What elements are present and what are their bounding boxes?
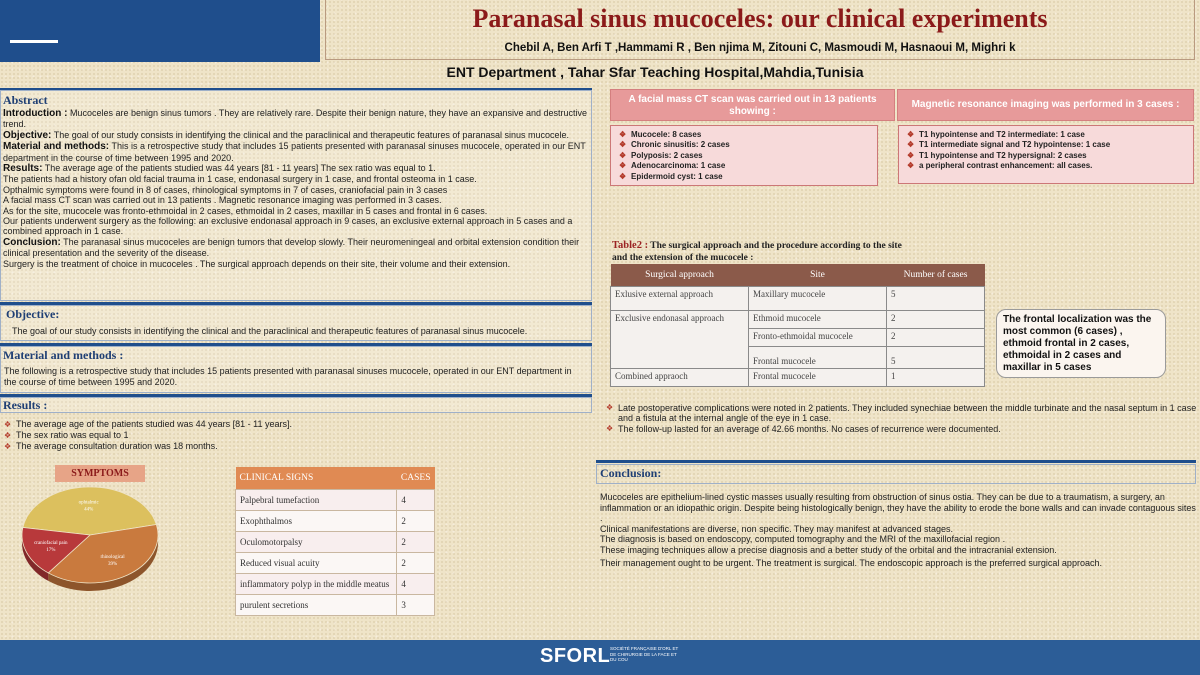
conclusion-body: [600, 492, 1196, 569]
conclusion-label: Conclusion:: [3, 236, 61, 248]
table2-caption-line1: The surgical approach and the procedure according to the site: [648, 241, 902, 251]
table-row: [236, 573, 435, 594]
table-row: [611, 346, 985, 368]
clinical-signs-table: [235, 467, 435, 616]
mri-heading: Magnetic resonance imaging was performed in 3 cases :: [897, 89, 1194, 121]
methods-text: The following is a retrospective study that includes 15 patients presented with paranasal sinuses mucocele, operated in our ENT department in the course of time between 1995 and 2020.: [4, 366, 572, 387]
table-row: [611, 286, 985, 310]
results-heading: Results :: [3, 398, 48, 412]
cases-cell: 2: [887, 328, 985, 346]
intro-text: Mucoceles are benign sinus tumors . They are relatively rare. Despite their benign nature, they have an expansive and destructive trend.: [3, 108, 588, 130]
ct-scan-heading: A facial mass CT scan was carried out in 13 patients showing :: [610, 89, 895, 121]
results-text-6: Our patients underwent surgery as the following: an exclusive endonasal approach in 9 cases, an exclusive external approach in 5 cases and a combined approach in 1 case.: [3, 216, 573, 237]
mri-box: [898, 125, 1194, 184]
sign-label: inflammatory polyp in the middle meatus: [236, 573, 397, 594]
sign-cases: 3: [397, 594, 435, 615]
table-row: [236, 510, 435, 531]
site-cell: Maxillary mucocele: [749, 286, 887, 310]
ct-scan-box: [610, 125, 878, 186]
list-item: ❖ The follow-up lasted for an average of 42.66 months. No cases of recurrence were documented.: [606, 423, 1001, 434]
objective-text: The goal of our study consists in identifying the clinical and the paraclinical and therapeutic features of paranasal sinus mucocele.: [12, 326, 528, 336]
list-item: ❖ T1 hypointense and T2 hypersignal: 2 cases: [907, 150, 1087, 160]
table-row: [611, 328, 985, 346]
frontal-localization-callout: The frontal localization was the most common (6 cases) , ethmoid frontal in 2 cases, ethmoidal in 2 cases and maxillar in 5 cases: [996, 309, 1166, 378]
approach-cell: Exclusive endonasal approach: [611, 310, 749, 328]
bullet-icon: ❖: [907, 140, 915, 150]
methods-heading: Material and methods :: [3, 348, 124, 362]
table-row: [236, 531, 435, 552]
bullet-icon: ❖: [619, 150, 627, 160]
table2-caption-label: Table2 :: [612, 240, 649, 251]
symptoms-pie-chart: [15, 483, 165, 598]
results-item: ❖ The average age of the patients studied was 44 years [81 - 11 years].: [4, 419, 292, 429]
table-row: [611, 368, 985, 386]
conclusion-p5: Their management ought to be urgent. The treatment is surgical. The endoscopic approach is the preferred surgical approach.: [600, 558, 1102, 568]
table-row: [236, 552, 435, 573]
list-item: ❖ a peripheral contrast enhancement: all cases.: [907, 161, 1093, 171]
sign-label: Palpebral tumefaction: [236, 489, 397, 510]
conclusion-p2: Clinical manifestations are diverse, non specific. They may manifest at advanced stages.: [600, 523, 954, 534]
table2-header: [611, 264, 985, 286]
results-item: ❖ The average consultation duration was 18 months.: [4, 441, 218, 451]
sign-label: Exophthalmos: [236, 510, 397, 531]
mri-list: [907, 130, 1185, 172]
sign-cases: 4: [397, 573, 435, 594]
conclusion-heading: Conclusion:: [600, 466, 662, 480]
list-item: ❖ Polyposis: 2 cases: [619, 150, 703, 160]
list-item: ❖ Chronic sinusitis: 2 cases: [619, 140, 730, 150]
list-item: ❖ Adenocarcinoma: 1 case: [619, 161, 726, 171]
results-box: [0, 397, 592, 413]
sign-cases: 2: [397, 552, 435, 573]
cases-cell: 5: [887, 286, 985, 310]
bullet-icon: ❖: [606, 403, 614, 412]
results-item: ❖ The sex ratio was equal to 1: [4, 430, 129, 440]
logo-bar: [10, 40, 58, 43]
objective-heading: Objective:: [6, 307, 60, 321]
sign-cases: 4: [397, 489, 435, 510]
bullet-icon: ❖: [907, 161, 915, 171]
results-label: Results:: [3, 163, 43, 175]
bullet-icon: ❖: [619, 161, 627, 171]
list-item: ❖ Late postoperative complications were noted in 2 patients. They included synechiae between the middle turbinate and the nasal septum in 1 case and a fistula at the internal angle of the eye in 1 case.: [606, 403, 1197, 424]
cases-cell: 1: [887, 368, 985, 386]
conclusion-rule: [596, 460, 1196, 463]
authors: Chebil A, Ben Arfi T ,Hammami R , Ben njima M, Zitouni C, Masmoudi M, Hasnaoui M, Mighri k: [504, 42, 1016, 54]
ct-scan-list: [619, 130, 869, 182]
site-cell: Ethmoid mucocele: [749, 310, 887, 328]
header-logo-block: [0, 0, 320, 62]
pie-label-pct: 44%: [84, 507, 94, 513]
results-text-3: Opthalmic symptoms were found in 8 of cases, rhinological symptoms in 7 of cases, craniofacial pain in 3 cases: [3, 184, 448, 195]
bullet-icon: ❖: [907, 150, 915, 160]
cases-cell: 2: [887, 310, 985, 328]
table2-caption-line2: and the extension of the mucocele :: [612, 253, 754, 263]
bullet-icon: ❖: [619, 171, 627, 181]
bullet-icon: ❖: [619, 130, 627, 139]
bullet-icon: ❖: [4, 431, 12, 440]
conclusion-text-2: Surgery is the treatment of choice in mucoceles . The surgical approach depends on their site, their volume and their extension.: [3, 258, 511, 269]
site-cell: Fronto-ethmoidal mucocele: [749, 328, 887, 346]
approach-cell: Exlusive external approach: [611, 286, 749, 310]
sforl-logo: SFORL: [540, 645, 611, 667]
sforl-society-name: SOCIÉTÉ FRANÇAISE D'ORL ET DE CHIRURGIE DE LA FACE ET DU COU: [610, 646, 679, 662]
bullet-icon: ❖: [907, 130, 915, 139]
list-item: ❖ T1 intermediate signal and T2 hypointense: 1 case: [907, 140, 1111, 150]
department: ENT Department , Tahar Sfar Teaching Hospital,Mahdia,Tunisia: [446, 64, 864, 80]
clinical-signs-col-cases: CASES: [397, 467, 435, 489]
table-row: [611, 310, 985, 328]
table2-col-cases: Number of cases: [887, 264, 985, 286]
site-cell: Frontal mucocele: [749, 368, 887, 386]
bullet-icon: ❖: [4, 442, 12, 451]
table2-col-approach: Surgical approach: [611, 264, 749, 286]
list-item: ❖ T1 hypointense and T2 intermediate: 1 case: [907, 130, 1085, 139]
conclusion-box: [596, 464, 1196, 484]
abstract-body: [3, 108, 591, 269]
poster-title: Paranasal sinus mucoceles: our clinical experiments: [472, 4, 1048, 33]
pie-label-pct: 39%: [108, 562, 118, 568]
pie-label-name: ophtalmic: [78, 500, 99, 506]
bullet-icon: ❖: [619, 140, 627, 150]
abstract-heading: Abstract: [3, 93, 48, 107]
bullet-icon: ❖: [606, 423, 614, 433]
approach-cell-empty: [611, 346, 749, 368]
clinical-signs-col-label: CLINICAL SIGNS: [236, 467, 397, 489]
sign-label: purulent secretions: [236, 594, 397, 615]
pie-label-name: craniofacial pain: [34, 540, 68, 546]
conclusion-p3: The diagnosis is based on endoscopy, computed tomography and the MRI of the maxillofacial region .: [600, 534, 1006, 544]
pie-label-pct: 17%: [46, 547, 56, 553]
sign-label: Oculomotorpalsy: [236, 531, 397, 552]
table2-col-site: Site: [749, 264, 887, 286]
sign-cases: 2: [397, 510, 435, 531]
cases-cell: 5: [887, 346, 985, 368]
objective-text: The goal of our study consists in identifying the clinical and the paraclinical and therapeutic features of paranasal sinus mucocele.: [51, 129, 569, 140]
surgical-approach-table: [610, 264, 985, 387]
results-text-4: A facial mass CT scan was carried out in 13 patients . Magnetic resonance imaging was performed in 3 cases.: [3, 195, 442, 206]
conclusion-p4: These imaging techniques allow a precise diagnosis and a better study of the orbital and the intracranial extension.: [600, 544, 1057, 555]
clinical-signs-header: [236, 467, 435, 489]
intro-label: Introduction :: [3, 108, 68, 119]
list-item: ❖ Epidermoid cyst: 1 case: [619, 171, 723, 181]
approach-cell-empty: [611, 328, 749, 346]
symptoms-label: SYMPTOMS: [55, 465, 145, 482]
sign-cases: 2: [397, 531, 435, 552]
results-text-2: The patients had a history ofan old facial trauma in 1 case, endonasal surgery in 1 case, and frontal osteoma in 1 case.: [3, 174, 477, 185]
table2-caption: [612, 240, 992, 264]
approach-cell: Combined appraoch: [611, 368, 749, 386]
results-text-5: As for the site, mucocele was fronto-ethmoidal in 2 cases, ethmoidal in 2 cases, maxillar in 5 cases and frontal in 6 cases.: [3, 205, 488, 216]
bullet-icon: ❖: [4, 420, 12, 429]
postop-list: [606, 403, 1200, 434]
objective-label: Objective:: [3, 129, 52, 141]
pie-label-name: rhinological: [100, 555, 125, 561]
conclusion-text-1: The paranasal sinus mucoceles are benign tumors that develop slowly. Their neuromeningeal and orbital extension condition their clinical presentation and the severity of the disease.: [3, 236, 580, 259]
results-text-1: The average age of the patients studied was 44 years [81 - 11 years] The sex ratio was equal to 1.: [42, 163, 436, 174]
table-row: [236, 594, 435, 615]
results-list: [4, 419, 584, 452]
conclusion-p1: Mucoceles are epithelium-lined cystic masses usually resulting from obstruction of sinus ostia. They can be due to a traumatism, a surgery, an inflammation or an idiopathic origin. Despite being histologically benign, they have the ability to erode the bone walls and can invade contaguous sites .: [600, 492, 1196, 523]
site-cell: Frontal mucocele: [749, 346, 887, 368]
methods-label: Material and methods:: [3, 141, 110, 153]
methods-text: This is a retrospective study that includes 15 patients presented with paranasal sinuses mucocele, operated in our ENT department in the course of time between 1995 and 2020.: [3, 141, 586, 163]
list-item: ❖ Mucocele: 8 cases: [619, 130, 702, 139]
table-row: [236, 489, 435, 510]
sign-label: Reduced visual acuity: [236, 552, 397, 573]
